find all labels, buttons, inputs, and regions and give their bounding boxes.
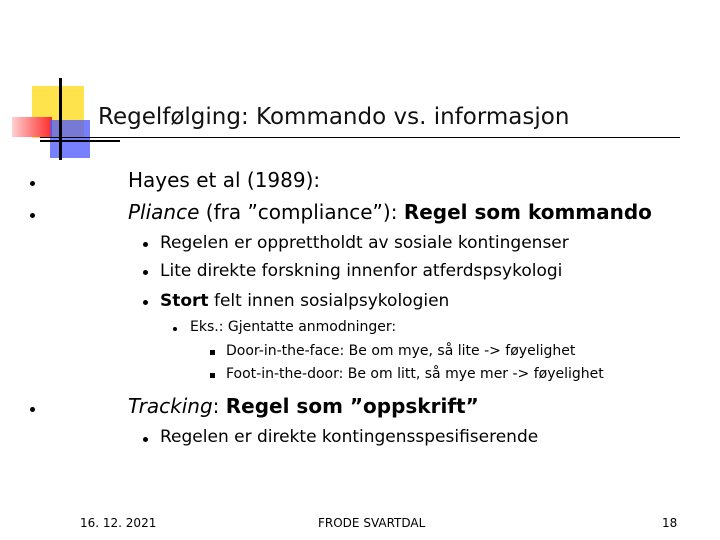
- decorative-vertical-line: [59, 78, 62, 160]
- slide-title: Regelfølging: Kommando vs. informasjon: [98, 104, 570, 130]
- bullet-little-research: Lite direkte forskning innenfor atferdspsykologi: [160, 261, 563, 281]
- large-field-bold: Stort: [160, 291, 209, 311]
- pliance-def: Regel som kommando: [403, 200, 652, 224]
- bullet-dot: [143, 242, 148, 247]
- bullet-pliance: [128, 200, 652, 224]
- bullet-dot: [30, 213, 35, 218]
- bullet-dot: [30, 181, 35, 186]
- bullet-social-contingencies: Regelen er opprettholdt av sosiale kontingenser: [160, 233, 569, 253]
- bullet-dot: [173, 327, 177, 331]
- pliance-term: Pliance: [128, 200, 200, 224]
- bullet-square: [210, 373, 215, 378]
- decorative-pink-bar: [12, 117, 52, 137]
- bullet-square: [210, 350, 215, 355]
- bullet-example: Eks.: Gjentatte anmodninger:: [190, 319, 397, 335]
- tracking-def: Regel som ”oppskrift”: [225, 394, 479, 418]
- bullet-dot: [30, 407, 35, 412]
- pliance-desc: (fra ”compliance”):: [199, 200, 404, 224]
- decorative-blue-square: [50, 120, 90, 158]
- bullet-dot: [143, 270, 148, 275]
- bullet-door-in-the-face: Door-in-the-face: Be om mye, så lite -> føyelighet: [226, 343, 576, 359]
- footer-page-number: 18: [662, 516, 678, 530]
- bullet-hayes: Hayes et al (1989):: [128, 168, 321, 192]
- bullet-contingency-specifying: Regelen er direkte kontingensspesifiserende: [160, 427, 539, 447]
- title-underline: [40, 137, 680, 138]
- bullet-dot: [143, 437, 148, 442]
- large-field-rest: felt innen sosialpsykologien: [208, 291, 450, 311]
- title-underline-accent: [40, 140, 120, 142]
- tracking-sep: :: [212, 394, 226, 418]
- bullet-dot: [143, 300, 148, 305]
- bullet-large-field: [160, 291, 449, 311]
- bullet-foot-in-the-door: Foot-in-the-door: Be om litt, så mye mer -> føyelighet: [226, 366, 604, 382]
- bullet-tracking: [128, 394, 479, 418]
- footer-date: 16. 12. 2021: [80, 516, 157, 530]
- footer-author: FRODE SVARTDAL: [318, 516, 426, 530]
- tracking-term: Tracking: [128, 394, 213, 418]
